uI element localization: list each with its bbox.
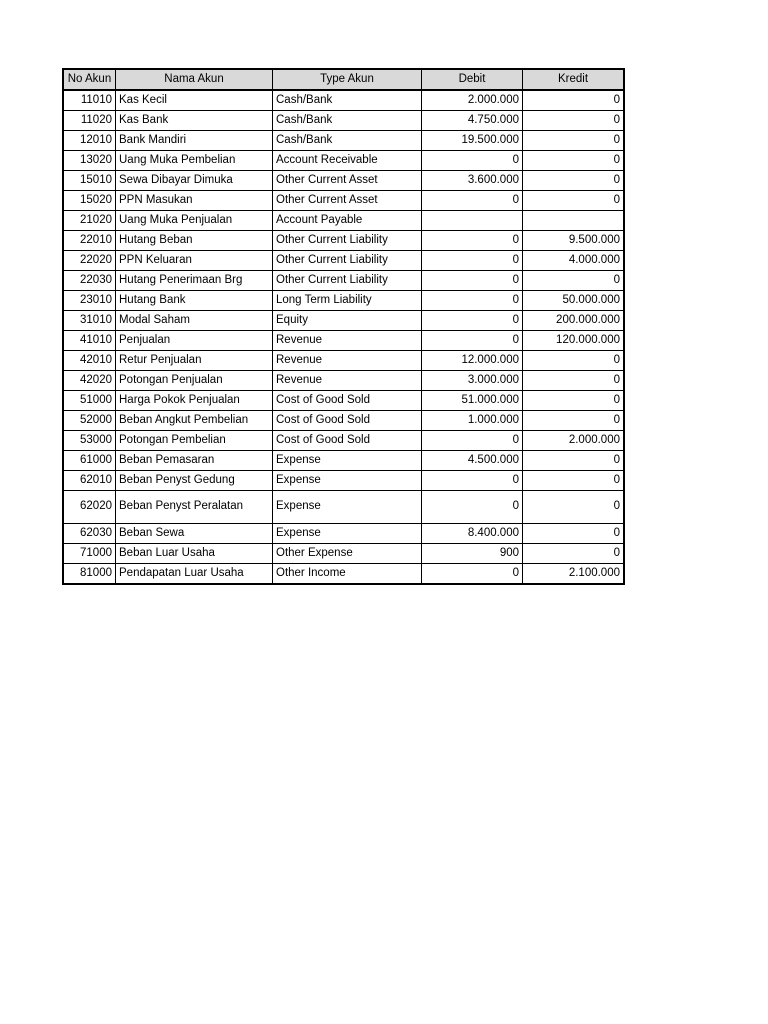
table-row	[63, 311, 624, 331]
table-row	[63, 331, 624, 351]
table-row	[63, 131, 624, 151]
cell-debit: 0	[422, 251, 523, 271]
cell-nama-akun: Kas Kecil	[116, 90, 273, 111]
cell-no-akun: 13020	[63, 151, 116, 171]
cell-type-akun: Other Current Liability	[273, 231, 422, 251]
table-row	[63, 271, 624, 291]
cell-kredit: 0	[523, 391, 625, 411]
cell-kredit: 50.000.000	[523, 291, 625, 311]
cell-nama-akun: Retur Penjualan	[116, 351, 273, 371]
cell-type-akun: Cost of Good Sold	[273, 391, 422, 411]
cell-no-akun: 41010	[63, 331, 116, 351]
table-row	[63, 371, 624, 391]
cell-kredit: 0	[523, 451, 625, 471]
cell-type-akun: Cash/Bank	[273, 111, 422, 131]
cell-kredit: 200.000.000	[523, 311, 625, 331]
cell-no-akun: 52000	[63, 411, 116, 431]
table-row	[63, 351, 624, 371]
cell-debit: 0	[422, 311, 523, 331]
table-row	[63, 411, 624, 431]
cell-no-akun: 22010	[63, 231, 116, 251]
cell-debit: 2.000.000	[422, 90, 523, 111]
cell-debit: 3.000.000	[422, 371, 523, 391]
cell-nama-akun: Uang Muka Pembelian	[116, 151, 273, 171]
cell-kredit: 0	[523, 411, 625, 431]
cell-nama-akun: Hutang Penerimaan Brg	[116, 271, 273, 291]
cell-debit: 0	[422, 431, 523, 451]
cell-type-akun: Cash/Bank	[273, 131, 422, 151]
cell-nama-akun: Hutang Beban	[116, 231, 273, 251]
cell-kredit: 0	[523, 371, 625, 391]
header-debit: Debit	[422, 69, 523, 90]
cell-debit: 4.750.000	[422, 111, 523, 131]
cell-debit: 3.600.000	[422, 171, 523, 191]
cell-debit: 0	[422, 564, 523, 585]
cell-kredit: 2.100.000	[523, 564, 625, 585]
cell-type-akun: Cost of Good Sold	[273, 431, 422, 451]
cell-nama-akun: Hutang Bank	[116, 291, 273, 311]
cell-no-akun: 15020	[63, 191, 116, 211]
cell-debit: 0	[422, 331, 523, 351]
header-type-akun: Type Akun	[273, 69, 422, 90]
table-row	[63, 211, 624, 231]
cell-type-akun: Expense	[273, 451, 422, 471]
table-row	[63, 231, 624, 251]
cell-type-akun: Other Income	[273, 564, 422, 585]
cell-debit: 0	[422, 271, 523, 291]
cell-debit: 0	[422, 191, 523, 211]
cell-debit: 51.000.000	[422, 391, 523, 411]
cell-kredit	[523, 211, 625, 231]
cell-type-akun: Other Current Asset	[273, 171, 422, 191]
header-no-akun: No Akun	[63, 69, 116, 90]
cell-nama-akun: Potongan Penjualan	[116, 371, 273, 391]
table-header-row	[63, 69, 624, 90]
cell-no-akun: 15010	[63, 171, 116, 191]
cell-nama-akun: Uang Muka Penjualan	[116, 211, 273, 231]
cell-nama-akun: Beban Pemasaran	[116, 451, 273, 471]
table-row	[63, 451, 624, 471]
cell-type-akun: Long Term Liability	[273, 291, 422, 311]
table-row	[63, 564, 624, 585]
cell-debit: 8.400.000	[422, 524, 523, 544]
cell-kredit: 0	[523, 131, 625, 151]
cell-nama-akun: Penjualan	[116, 331, 273, 351]
table-row	[63, 291, 624, 311]
cell-nama-akun: Beban Angkut Pembelian	[116, 411, 273, 431]
cell-no-akun: 62020	[63, 491, 116, 524]
cell-no-akun: 62030	[63, 524, 116, 544]
table-row	[63, 171, 624, 191]
cell-debit: 0	[422, 291, 523, 311]
table-row	[63, 251, 624, 271]
cell-type-akun: Expense	[273, 491, 422, 524]
table-row	[63, 151, 624, 171]
cell-kredit: 0	[523, 524, 625, 544]
cell-nama-akun: Potongan Pembelian	[116, 431, 273, 451]
table-row	[63, 90, 624, 111]
cell-no-akun: 23010	[63, 291, 116, 311]
cell-no-akun: 22030	[63, 271, 116, 291]
cell-type-akun: Cash/Bank	[273, 90, 422, 111]
cell-debit: 0	[422, 491, 523, 524]
cell-no-akun: 81000	[63, 564, 116, 585]
cell-nama-akun: PPN Masukan	[116, 191, 273, 211]
cell-kredit: 0	[523, 471, 625, 491]
cell-no-akun: 62010	[63, 471, 116, 491]
header-nama-akun: Nama Akun	[116, 69, 273, 90]
cell-nama-akun: Beban Sewa	[116, 524, 273, 544]
cell-nama-akun: Harga Pokok Penjualan	[116, 391, 273, 411]
cell-debit: 4.500.000	[422, 451, 523, 471]
cell-type-akun: Revenue	[273, 371, 422, 391]
cell-no-akun: 12010	[63, 131, 116, 151]
cell-type-akun: Expense	[273, 524, 422, 544]
cell-type-akun: Cost of Good Sold	[273, 411, 422, 431]
cell-type-akun: Other Expense	[273, 544, 422, 564]
cell-nama-akun: Bank Mandiri	[116, 131, 273, 151]
cell-debit: 900	[422, 544, 523, 564]
cell-kredit: 0	[523, 171, 625, 191]
cell-nama-akun: Beban Penyst Peralatan	[116, 491, 273, 524]
cell-type-akun: Expense	[273, 471, 422, 491]
table-row	[63, 544, 624, 564]
cell-nama-akun: Beban Penyst Gedung	[116, 471, 273, 491]
cell-kredit: 4.000.000	[523, 251, 625, 271]
table-row	[63, 431, 624, 451]
cell-nama-akun: PPN Keluaran	[116, 251, 273, 271]
cell-no-akun: 42020	[63, 371, 116, 391]
table-row	[63, 111, 624, 131]
cell-debit: 19.500.000	[422, 131, 523, 151]
table-row	[63, 191, 624, 211]
cell-no-akun: 42010	[63, 351, 116, 371]
cell-no-akun: 71000	[63, 544, 116, 564]
table-row	[63, 524, 624, 544]
cell-type-akun: Other Current Liability	[273, 251, 422, 271]
cell-type-akun: Other Current Asset	[273, 191, 422, 211]
cell-debit: 0	[422, 151, 523, 171]
cell-kredit: 120.000.000	[523, 331, 625, 351]
cell-no-akun: 53000	[63, 431, 116, 451]
cell-debit: 12.000.000	[422, 351, 523, 371]
cell-debit: 0	[422, 471, 523, 491]
cell-kredit: 2.000.000	[523, 431, 625, 451]
cell-type-akun: Revenue	[273, 351, 422, 371]
cell-no-akun: 11020	[63, 111, 116, 131]
cell-no-akun: 11010	[63, 90, 116, 111]
cell-type-akun: Equity	[273, 311, 422, 331]
cell-type-akun: Account Payable	[273, 211, 422, 231]
cell-nama-akun: Modal Saham	[116, 311, 273, 331]
cell-no-akun: 31010	[63, 311, 116, 331]
cell-kredit: 0	[523, 191, 625, 211]
cell-debit	[422, 211, 523, 231]
cell-kredit: 0	[523, 111, 625, 131]
table-row	[63, 391, 624, 411]
cell-kredit: 0	[523, 151, 625, 171]
cell-no-akun: 51000	[63, 391, 116, 411]
cell-kredit: 0	[523, 544, 625, 564]
header-kredit: Kredit	[523, 69, 625, 90]
cell-debit: 0	[422, 231, 523, 251]
cell-nama-akun: Beban Luar Usaha	[116, 544, 273, 564]
cell-type-akun: Account Receivable	[273, 151, 422, 171]
cell-debit: 1.000.000	[422, 411, 523, 431]
cell-no-akun: 21020	[63, 211, 116, 231]
cell-kredit: 0	[523, 491, 625, 524]
cell-no-akun: 61000	[63, 451, 116, 471]
cell-nama-akun: Pendapatan Luar Usaha	[116, 564, 273, 585]
chart-of-accounts-table	[62, 68, 625, 585]
cell-kredit: 0	[523, 271, 625, 291]
cell-type-akun: Other Current Liability	[273, 271, 422, 291]
cell-kredit: 9.500.000	[523, 231, 625, 251]
table-row	[63, 471, 624, 491]
table-row	[63, 491, 624, 524]
cell-kredit: 0	[523, 90, 625, 111]
cell-nama-akun: Kas Bank	[116, 111, 273, 131]
cell-kredit: 0	[523, 351, 625, 371]
cell-type-akun: Revenue	[273, 331, 422, 351]
cell-no-akun: 22020	[63, 251, 116, 271]
cell-nama-akun: Sewa Dibayar Dimuka	[116, 171, 273, 191]
